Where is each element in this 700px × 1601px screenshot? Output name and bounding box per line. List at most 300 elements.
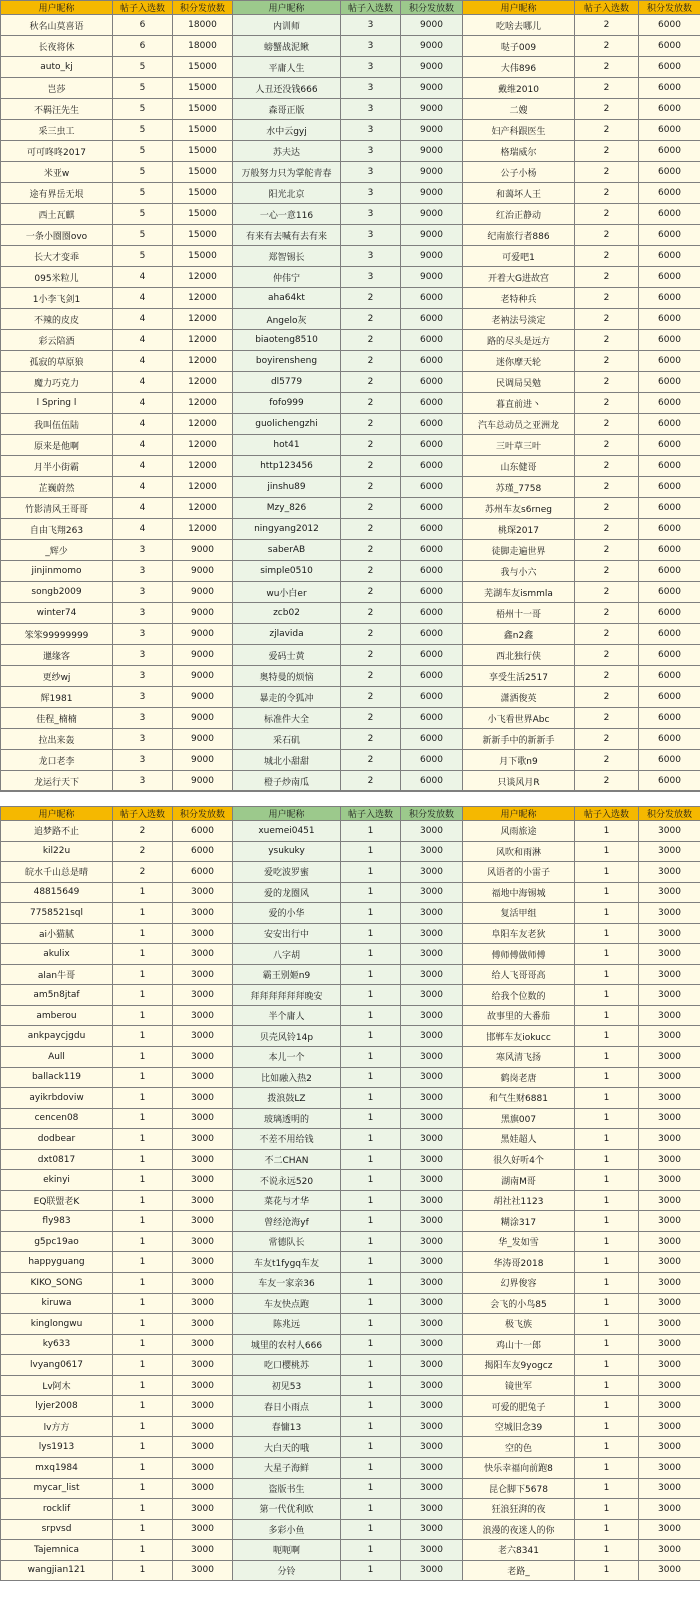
user-name-cell: 龙运行天下 [1, 771, 113, 792]
user-name-cell: ningyang2012 [233, 519, 341, 540]
points-cell: 3000 [173, 1478, 233, 1499]
posts-count-cell: 1 [575, 1375, 639, 1396]
table-row [1, 414, 700, 435]
user-name-cell: 可爱的肥兔子 [463, 1396, 575, 1417]
user-name-cell: 和气生财6881 [463, 1088, 575, 1109]
posts-count-cell: 1 [341, 964, 401, 985]
points-cell: 15000 [173, 162, 233, 183]
points-cell: 3000 [173, 1067, 233, 1088]
posts-count-cell: 1 [113, 1355, 173, 1376]
posts-count-cell: 1 [575, 985, 639, 1006]
points-table-2 [0, 806, 700, 1581]
points-cell: 3000 [639, 1560, 700, 1581]
table-row [1, 78, 700, 99]
posts-count-cell: 2 [575, 540, 639, 561]
table-body [1, 15, 700, 792]
table-row [1, 1108, 700, 1129]
points-cell: 12000 [173, 393, 233, 414]
posts-count-cell: 2 [575, 372, 639, 393]
user-name-cell: lyjer2008 [1, 1396, 113, 1417]
points-cell: 3000 [639, 985, 700, 1006]
points-cell: 9000 [401, 183, 463, 204]
user-name-cell: kil22u [1, 841, 113, 862]
user-name-cell: 可可咚咚2017 [1, 141, 113, 162]
user-name-cell: 春日小雨点 [233, 1396, 341, 1417]
posts-count-cell: 1 [575, 1026, 639, 1047]
points-cell: 3000 [173, 1560, 233, 1581]
points-cell: 3000 [639, 1437, 700, 1458]
user-name-cell: kinglongwu [1, 1314, 113, 1335]
points-cell: 9000 [401, 267, 463, 288]
points-cell: 9000 [401, 141, 463, 162]
user-name-cell: 人丑还没钱666 [233, 78, 341, 99]
col-header-name: 用户昵称 [233, 807, 341, 821]
user-name-cell: 郑智锡长 [233, 246, 341, 267]
posts-count-cell: 2 [341, 435, 401, 456]
posts-count-cell: 1 [113, 1108, 173, 1129]
points-cell: 3000 [639, 1231, 700, 1252]
user-name-cell: 辉1981 [1, 687, 113, 708]
points-cell: 3000 [173, 1005, 233, 1026]
posts-count-cell: 3 [113, 582, 173, 603]
points-cell: 18000 [173, 15, 233, 36]
posts-count-cell: 1 [341, 1457, 401, 1478]
points-cell: 3000 [173, 1149, 233, 1170]
user-name-cell: 竹影清风王哥哥 [1, 498, 113, 519]
user-name-cell: dl5779 [233, 372, 341, 393]
user-name-cell: 原来是他啊 [1, 435, 113, 456]
points-cell: 6000 [639, 372, 700, 393]
posts-count-cell: 1 [341, 923, 401, 944]
posts-count-cell: 2 [575, 246, 639, 267]
posts-count-cell: 1 [341, 1437, 401, 1458]
posts-count-cell: 4 [113, 372, 173, 393]
points-cell: 3000 [401, 944, 463, 965]
points-cell: 3000 [639, 1252, 700, 1273]
posts-count-cell: 3 [113, 645, 173, 666]
points-cell: 3000 [401, 964, 463, 985]
user-name-cell: 秋名山莫喜语 [1, 15, 113, 36]
points-cell: 6000 [401, 309, 463, 330]
points-cell: 6000 [639, 162, 700, 183]
table-row [1, 1478, 700, 1499]
user-name-cell: 玻璃透明的 [233, 1108, 341, 1129]
points-cell: 6000 [639, 561, 700, 582]
points-cell: 6000 [401, 750, 463, 771]
points-cell: 6000 [639, 477, 700, 498]
posts-count-cell: 2 [575, 519, 639, 540]
points-cell: 6000 [401, 351, 463, 372]
user-name-cell: 苏州车友s6rneg [463, 498, 575, 519]
user-name-cell: 48815649 [1, 882, 113, 903]
posts-count-cell: 1 [113, 1170, 173, 1191]
points-cell: 6000 [639, 330, 700, 351]
posts-count-cell: 2 [575, 330, 639, 351]
posts-count-cell: 1 [575, 1560, 639, 1581]
posts-count-cell: 4 [113, 288, 173, 309]
points-cell: 3000 [639, 841, 700, 862]
points-cell: 6000 [401, 687, 463, 708]
user-name-cell: 空城旧念39 [463, 1416, 575, 1437]
posts-count-cell: 2 [341, 351, 401, 372]
table-row [1, 1396, 700, 1417]
user-name-cell: fly983 [1, 1211, 113, 1232]
posts-count-cell: 1 [113, 1499, 173, 1520]
points-cell: 12000 [173, 351, 233, 372]
posts-count-cell: 1 [341, 1231, 401, 1252]
table-row [1, 1293, 700, 1314]
user-name-cell: 螃蟹战泥鳅 [233, 36, 341, 57]
posts-count-cell: 1 [341, 1170, 401, 1191]
user-name-cell: guolichengzhi [233, 414, 341, 435]
table-row [1, 1211, 700, 1232]
col-header-name: 用户昵称 [233, 1, 341, 15]
points-cell: 3000 [173, 1540, 233, 1561]
points-cell: 3000 [401, 1355, 463, 1376]
user-name-cell: 平庸人生 [233, 57, 341, 78]
posts-count-cell: 1 [575, 821, 639, 842]
table-row [1, 666, 700, 687]
points-cell: 3000 [401, 1149, 463, 1170]
posts-count-cell: 2 [575, 561, 639, 582]
posts-count-cell: 3 [341, 78, 401, 99]
points-cell: 9000 [173, 687, 233, 708]
table-row [1, 1519, 700, 1540]
table-row [1, 624, 700, 645]
user-name-cell: cencen08 [1, 1108, 113, 1129]
user-name-cell: ballack119 [1, 1067, 113, 1088]
table-row [1, 141, 700, 162]
user-name-cell: 民调局吴勉 [463, 372, 575, 393]
posts-count-cell: 4 [113, 456, 173, 477]
table-row [1, 162, 700, 183]
points-cell: 6000 [401, 393, 463, 414]
col-header-posts: 帖子入选数 [575, 1, 639, 15]
user-name-cell: ysukuky [233, 841, 341, 862]
points-cell: 9000 [401, 57, 463, 78]
table-row [1, 750, 700, 771]
col-header-points: 积分发放数 [639, 807, 700, 821]
user-name-cell: 爱吃波罗蜜 [233, 862, 341, 883]
points-cell: 12000 [173, 435, 233, 456]
posts-count-cell: 1 [113, 1314, 173, 1335]
posts-count-cell: 2 [575, 288, 639, 309]
user-name-cell: 徒脚走遍世界 [463, 540, 575, 561]
points-cell: 3000 [173, 985, 233, 1006]
points-cell: 6000 [401, 645, 463, 666]
points-cell: 3000 [639, 1273, 700, 1294]
points-cell: 6000 [401, 603, 463, 624]
user-name-cell: 不二CHAN [233, 1149, 341, 1170]
user-name-cell: 初见53 [233, 1375, 341, 1396]
header-row [1, 1, 700, 15]
user-name-cell: 采石矶 [233, 729, 341, 750]
user-name-cell: lv方方 [1, 1416, 113, 1437]
table-row [1, 309, 700, 330]
user-name-cell: zjlavida [233, 624, 341, 645]
user-name-cell: 西北独行侠 [463, 645, 575, 666]
user-name-cell: 给人飞哥哥高 [463, 964, 575, 985]
user-name-cell: 黑旗007 [463, 1108, 575, 1129]
posts-count-cell: 2 [113, 821, 173, 842]
posts-count-cell: 5 [113, 57, 173, 78]
points-cell: 15000 [173, 246, 233, 267]
points-cell: 3000 [401, 1170, 463, 1191]
table-row [1, 1005, 700, 1026]
posts-count-cell: 1 [113, 1190, 173, 1211]
user-name-cell: 水中云gyj [233, 120, 341, 141]
posts-count-cell: 3 [341, 141, 401, 162]
posts-count-cell: 1 [341, 1047, 401, 1068]
points-cell: 6000 [639, 309, 700, 330]
posts-count-cell: 3 [341, 267, 401, 288]
table-row [1, 183, 700, 204]
user-name-cell: 不羁汪先生 [1, 99, 113, 120]
table-row [1, 923, 700, 944]
points-cell: 18000 [173, 36, 233, 57]
points-cell: 6000 [639, 288, 700, 309]
user-name-cell: 二嫂 [463, 99, 575, 120]
posts-count-cell: 2 [575, 162, 639, 183]
posts-count-cell: 1 [575, 1273, 639, 1294]
posts-count-cell: 2 [575, 645, 639, 666]
points-cell: 3000 [639, 1334, 700, 1355]
points-cell: 9000 [401, 99, 463, 120]
points-cell: 9000 [401, 120, 463, 141]
posts-count-cell: 1 [575, 1252, 639, 1273]
posts-count-cell: 2 [113, 862, 173, 883]
user-name-cell: 长大才变乖 [1, 246, 113, 267]
posts-count-cell: 1 [575, 944, 639, 965]
user-name-cell: ekinyi [1, 1170, 113, 1191]
posts-count-cell: 6 [113, 36, 173, 57]
table-row [1, 771, 700, 792]
user-name-cell: wangjian121 [1, 1560, 113, 1581]
posts-count-cell: 2 [575, 414, 639, 435]
points-cell: 3000 [173, 1088, 233, 1109]
col-header-name: 用户昵称 [1, 807, 113, 821]
posts-count-cell: 1 [113, 985, 173, 1006]
points-cell: 6000 [639, 624, 700, 645]
posts-count-cell: 2 [341, 666, 401, 687]
posts-count-cell: 3 [341, 99, 401, 120]
user-name-cell: 胡社社1123 [463, 1190, 575, 1211]
posts-count-cell: 1 [341, 1108, 401, 1129]
posts-count-cell: 1 [575, 1067, 639, 1088]
points-cell: 3000 [639, 903, 700, 924]
table-row [1, 1540, 700, 1561]
user-name-cell: 我叫伍伍陆 [1, 414, 113, 435]
user-name-cell: 镜世军 [463, 1375, 575, 1396]
posts-count-cell: 1 [113, 1334, 173, 1355]
user-name-cell: biaoteng8510 [233, 330, 341, 351]
posts-count-cell: 6 [113, 15, 173, 36]
user-name-cell: 黑娃超人 [463, 1129, 575, 1150]
user-name-cell: 华涛哥2018 [463, 1252, 575, 1273]
posts-count-cell: 2 [575, 456, 639, 477]
points-cell: 3000 [173, 1108, 233, 1129]
points-cell: 3000 [401, 1499, 463, 1520]
user-name-cell: 会飞的小鸟85 [463, 1293, 575, 1314]
table-row [1, 821, 700, 842]
user-name-cell: 和蔼坏人王 [463, 183, 575, 204]
user-name-cell: 潇洒俊英 [463, 687, 575, 708]
posts-count-cell: 1 [575, 923, 639, 944]
posts-count-cell: 1 [341, 1519, 401, 1540]
posts-count-cell: 2 [575, 666, 639, 687]
user-name-cell: 爱的小华 [233, 903, 341, 924]
user-name-cell: ayikrbdoviw [1, 1088, 113, 1109]
user-name-cell: rocklif [1, 1499, 113, 1520]
points-cell: 3000 [401, 862, 463, 883]
posts-count-cell: 5 [113, 204, 173, 225]
table-row [1, 862, 700, 883]
points-cell: 3000 [173, 1334, 233, 1355]
points-cell: 3000 [401, 1047, 463, 1068]
user-name-cell: boyirensheng [233, 351, 341, 372]
posts-count-cell: 2 [575, 750, 639, 771]
posts-count-cell: 1 [575, 1190, 639, 1211]
points-cell: 6000 [401, 519, 463, 540]
user-name-cell: 享受生活2517 [463, 666, 575, 687]
points-cell: 3000 [639, 1170, 700, 1191]
points-cell: 12000 [173, 267, 233, 288]
points-cell: 3000 [639, 923, 700, 944]
points-cell: 9000 [173, 582, 233, 603]
user-name-cell: 红治正静动 [463, 204, 575, 225]
points-cell: 3000 [173, 964, 233, 985]
posts-count-cell: 4 [113, 330, 173, 351]
user-name-cell: 内训师 [233, 15, 341, 36]
user-name-cell: 芜湖车友ismmla [463, 582, 575, 603]
points-cell: 6000 [401, 456, 463, 477]
posts-count-cell: 1 [575, 1005, 639, 1026]
posts-count-cell: 4 [113, 477, 173, 498]
points-cell: 6000 [639, 771, 700, 792]
posts-count-cell: 2 [341, 708, 401, 729]
points-cell: 3000 [173, 1293, 233, 1314]
col-header-posts: 帖子入选数 [341, 807, 401, 821]
posts-count-cell: 1 [341, 1560, 401, 1581]
points-cell: 3000 [639, 1149, 700, 1170]
table-row [1, 687, 700, 708]
user-name-cell: g5pc19ao [1, 1231, 113, 1252]
points-cell: 3000 [401, 1190, 463, 1211]
user-name-cell: 吃啥去哪儿 [463, 15, 575, 36]
user-name-cell: 只谈风月R [463, 771, 575, 792]
points-cell: 3000 [639, 1396, 700, 1417]
points-cell: 6000 [401, 330, 463, 351]
user-name-cell: 纪南旅行者886 [463, 225, 575, 246]
points-cell: 3000 [173, 1499, 233, 1520]
col-header-name: 用户昵称 [1, 1, 113, 15]
user-name-cell: 复活甲组 [463, 903, 575, 924]
points-cell: 3000 [401, 1457, 463, 1478]
points-cell: 3000 [401, 882, 463, 903]
points-cell: 3000 [639, 1416, 700, 1437]
user-name-cell: 不说永远520 [233, 1170, 341, 1191]
user-name-cell: 暴走的令狐冲 [233, 687, 341, 708]
user-name-cell: 孤寂的草原狼 [1, 351, 113, 372]
points-cell: 3000 [173, 1170, 233, 1191]
user-name-cell: Angelo灰 [233, 309, 341, 330]
user-name-cell: 故事里的大番茄 [463, 1005, 575, 1026]
posts-count-cell: 1 [341, 821, 401, 842]
points-cell: 3000 [639, 1129, 700, 1150]
points-cell: 3000 [401, 1540, 463, 1561]
posts-count-cell: 1 [341, 1355, 401, 1376]
posts-count-cell: 2 [575, 351, 639, 372]
user-name-cell: ky633 [1, 1334, 113, 1355]
posts-count-cell: 4 [113, 435, 173, 456]
user-name-cell: alan牛哥 [1, 964, 113, 985]
points-cell: 9000 [401, 246, 463, 267]
points-cell: 3000 [639, 862, 700, 883]
posts-count-cell: 1 [113, 1273, 173, 1294]
user-name-cell: 八字胡 [233, 944, 341, 965]
user-name-cell: aha64kt [233, 288, 341, 309]
user-name-cell: 老六8341 [463, 1540, 575, 1561]
user-name-cell: Lv阿木 [1, 1375, 113, 1396]
user-name-cell: 呃呃啊 [233, 1540, 341, 1561]
posts-count-cell: 1 [575, 1499, 639, 1520]
user-name-cell: 一条小圈圈ovo [1, 225, 113, 246]
points-cell: 3000 [173, 1314, 233, 1335]
posts-count-cell: 3 [341, 204, 401, 225]
points-cell: 3000 [401, 1108, 463, 1129]
posts-count-cell: 3 [113, 561, 173, 582]
col-header-points: 积分发放数 [173, 1, 233, 15]
posts-count-cell: 1 [575, 882, 639, 903]
table-row [1, 372, 700, 393]
posts-count-cell: 2 [341, 540, 401, 561]
user-name-cell: simple0510 [233, 561, 341, 582]
table-row [1, 1088, 700, 1109]
user-name-cell: saberAB [233, 540, 341, 561]
posts-count-cell: 1 [113, 1416, 173, 1437]
posts-count-cell: 1 [113, 1231, 173, 1252]
user-name-cell: 7758521sql [1, 903, 113, 924]
user-name-cell: kiruwa [1, 1293, 113, 1314]
posts-count-cell: 4 [113, 414, 173, 435]
posts-count-cell: 1 [341, 985, 401, 1006]
posts-count-cell: 1 [113, 1457, 173, 1478]
points-cell: 6000 [639, 582, 700, 603]
points-cell: 3000 [639, 944, 700, 965]
points-cell: 15000 [173, 57, 233, 78]
user-name-cell: 皖水千山总是晴 [1, 862, 113, 883]
table-row [1, 57, 700, 78]
points-cell: 3000 [639, 1088, 700, 1109]
points-cell: 3000 [401, 1005, 463, 1026]
posts-count-cell: 1 [113, 1437, 173, 1458]
user-name-cell: 暮直前进丶 [463, 393, 575, 414]
posts-count-cell: 4 [113, 393, 173, 414]
points-cell: 3000 [401, 1478, 463, 1499]
posts-count-cell: 1 [575, 1211, 639, 1232]
points-cell: 12000 [173, 330, 233, 351]
posts-count-cell: 1 [113, 1540, 173, 1561]
user-name-cell: mxq1984 [1, 1457, 113, 1478]
table-row [1, 1273, 700, 1294]
posts-count-cell: 2 [575, 708, 639, 729]
points-cell: 3000 [401, 1026, 463, 1047]
user-name-cell: 妇产科跟医生 [463, 120, 575, 141]
col-header-name: 用户昵称 [463, 1, 575, 15]
user-name-cell: 桃琛2017 [463, 519, 575, 540]
user-name-cell: 笨笨99999999 [1, 624, 113, 645]
user-name-cell: EQ联盟老K [1, 1190, 113, 1211]
